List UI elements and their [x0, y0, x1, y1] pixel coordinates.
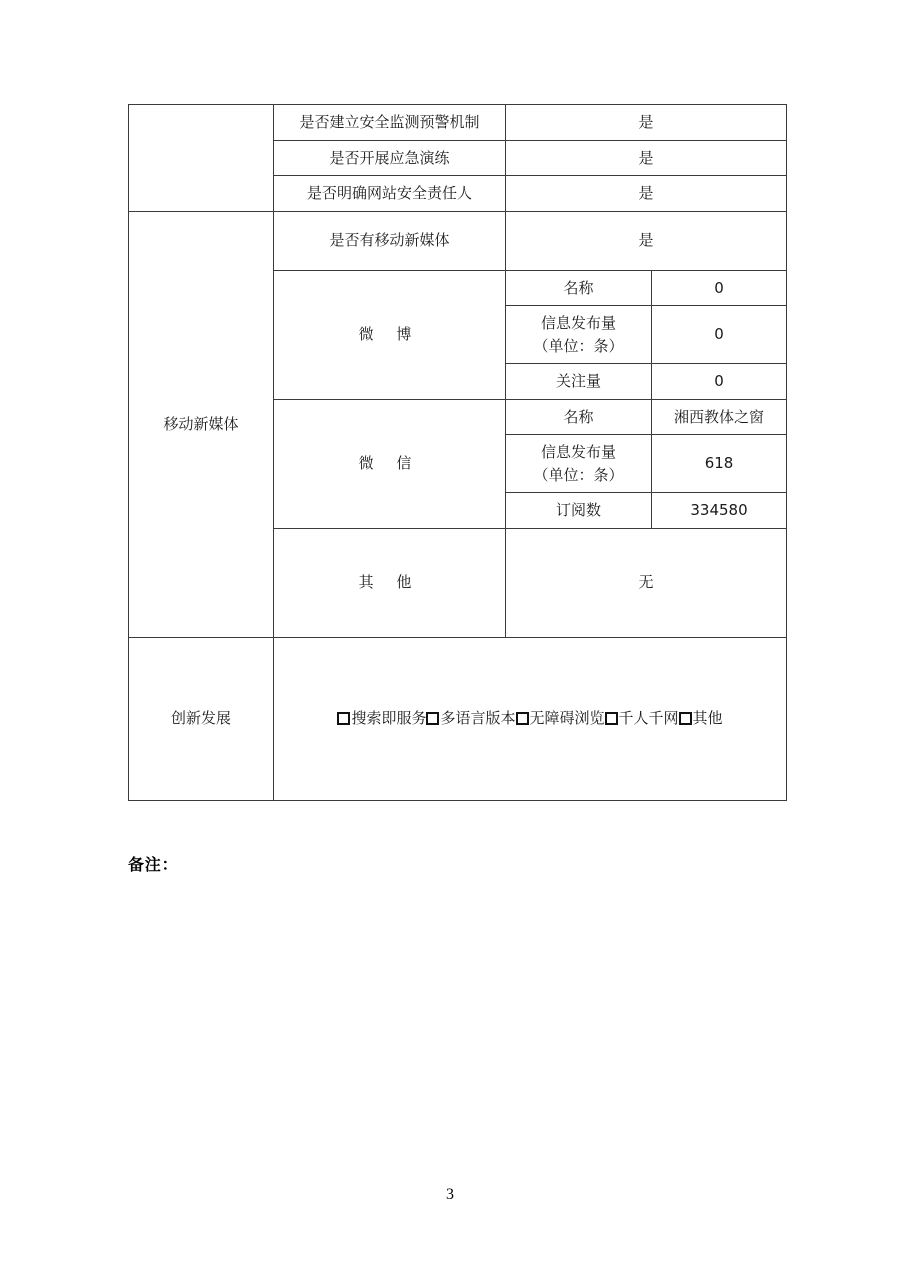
weixin-item-label: 订阅数 [506, 493, 652, 529]
other-media-value: 无 [506, 528, 787, 637]
weibo-item-value: 0 [652, 270, 787, 306]
has-mobile-media-value: 是 [506, 211, 787, 270]
security-row-label: 是否明确网站安全责任人 [274, 176, 506, 212]
security-row-value: 是 [506, 140, 787, 176]
weibo-item-value: 0 [652, 364, 787, 400]
weibo-item-label: 名称 [506, 270, 652, 306]
innovation-option-multilingual[interactable] [426, 707, 515, 730]
checkbox-icon[interactable] [679, 712, 692, 725]
security-row-value: 是 [506, 105, 787, 141]
weibo-item-label: 关注量 [506, 364, 652, 400]
weixin-item-value: 618 [652, 435, 787, 493]
table-row [129, 105, 787, 141]
weibo-item-value: 0 [652, 306, 787, 364]
checkbox-icon[interactable] [605, 712, 618, 725]
weixin-publish-count-line2: （单位：条） [533, 465, 624, 484]
innovation-option-label: 搜索即服务 [351, 709, 427, 728]
has-mobile-media-label: 是否有移动新媒体 [274, 211, 506, 270]
mobile-media-section-label: 移动新媒体 [129, 211, 274, 637]
weibo-label: 微 博 [274, 270, 506, 399]
innovation-option-search-as-service[interactable] [337, 707, 426, 730]
security-row-label: 是否开展应急演练 [274, 140, 506, 176]
innovation-option-label: 无障碍浏览 [529, 709, 605, 728]
remark-label: 备注： [128, 855, 179, 874]
checkbox-icon[interactable] [337, 712, 350, 725]
weixin-item-value: 334580 [652, 493, 787, 529]
weixin-item-label [506, 435, 652, 493]
innovation-option-label: 多语言版本 [440, 709, 516, 728]
table-row [129, 211, 787, 270]
innovation-option-label: 其他 [692, 709, 723, 728]
security-row-label: 是否建立安全监测预警机制 [274, 105, 506, 141]
innovation-options-cell [274, 637, 787, 800]
innovation-checkbox-row [278, 707, 782, 730]
innovation-option-accessibility[interactable] [516, 707, 605, 730]
innovation-option-other[interactable] [679, 707, 723, 730]
weibo-publish-count-line2: （单位：条） [533, 336, 624, 355]
checkbox-icon[interactable] [516, 712, 529, 725]
weibo-publish-count-line1: 信息发布量 [540, 314, 616, 332]
table-row [129, 637, 787, 800]
weixin-label: 微 信 [274, 399, 506, 528]
weixin-item-value: 湘西教体之窗 [652, 399, 787, 435]
innovation-label: 创新发展 [129, 637, 274, 800]
weibo-item-label [506, 306, 652, 364]
security-section-label-cell [129, 105, 274, 212]
checkbox-icon[interactable] [426, 712, 439, 725]
security-row-value: 是 [506, 176, 787, 212]
report-table [128, 104, 787, 801]
other-media-label: 其 他 [274, 528, 506, 637]
weixin-item-label: 名称 [506, 399, 652, 435]
weixin-publish-count-line1: 信息发布量 [540, 443, 616, 461]
page-number: 3 [446, 1186, 454, 1203]
innovation-option-personalized[interactable] [605, 707, 679, 730]
innovation-option-label: 千人千网 [618, 709, 679, 728]
